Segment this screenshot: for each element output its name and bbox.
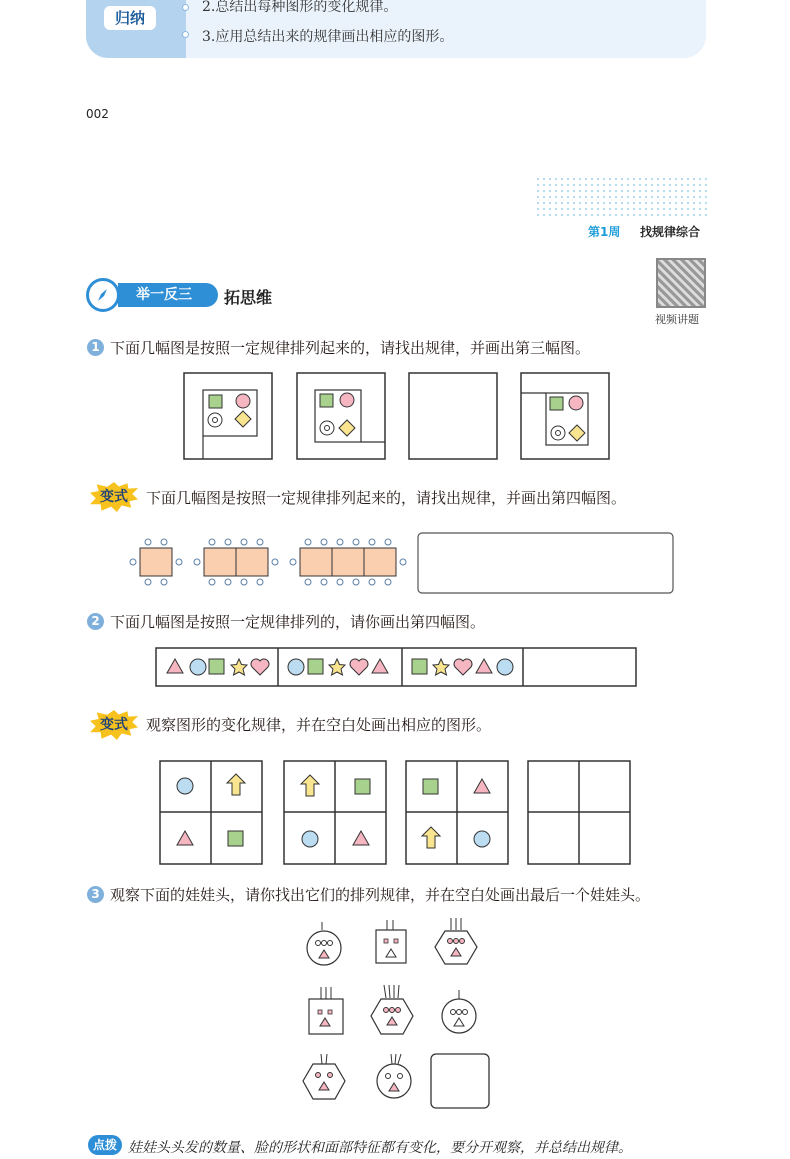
doll-head-2 <box>376 920 406 963</box>
doll-head-7 <box>303 1054 345 1099</box>
objective-line-2: 2.总结出每种图形的变化规律。 <box>202 0 398 15</box>
doll-head-6 <box>442 990 476 1033</box>
variant-2-text: 观察图形的变化规律，并在空白处画出相应的图形。 <box>146 716 492 734</box>
objectives-label: 归纳 <box>104 6 156 30</box>
objective-line-3: 3.应用总结出来的规律画出相应的图形。 <box>202 29 454 45</box>
question-number-1: 1 <box>87 339 104 356</box>
question-1-text: 下面几幅图是按照一定规律排列起来的，请找出规律，并画出第三幅图。 <box>110 339 591 357</box>
doll-head-5 <box>371 985 413 1034</box>
variant-badge-2: 变式 <box>90 710 138 740</box>
doll-head-8 <box>377 1054 411 1098</box>
doll-head-3 <box>435 918 477 964</box>
question-number-2: 2 <box>87 613 104 630</box>
doll-head-4 <box>309 987 343 1034</box>
hint-badge: 点拨 <box>88 1135 122 1155</box>
question-number-3: 3 <box>87 886 104 903</box>
week-title: 找规律综合 <box>640 225 701 239</box>
q3-answer-box <box>431 1054 489 1108</box>
variant-badge-1: 变式 <box>90 482 138 512</box>
section-title: 拓思维 <box>224 288 273 307</box>
question-3-text: 观察下面的娃娃头，请你找出它们的排列规律，并在空白处画出最后一个娃娃头。 <box>110 886 651 904</box>
question-2-text: 下面几幅图是按照一定规律排列的，请你画出第四幅图。 <box>110 613 486 631</box>
hint-text: 娃娃头头发的数量、脸的形状和面部特征都有变化，要分开观察，并总结出规律。 <box>128 1140 632 1156</box>
section-pill: 举一反三 <box>118 283 218 307</box>
week-label: 第1周 <box>588 225 621 239</box>
page-number: 002 <box>86 107 109 121</box>
doll-head-1 <box>307 922 341 965</box>
variant-1-text: 下面几幅图是按照一定规律排列起来的，请找出规律，并画出第四幅图。 <box>146 489 627 507</box>
qr-label: 视频讲题 <box>655 313 699 326</box>
